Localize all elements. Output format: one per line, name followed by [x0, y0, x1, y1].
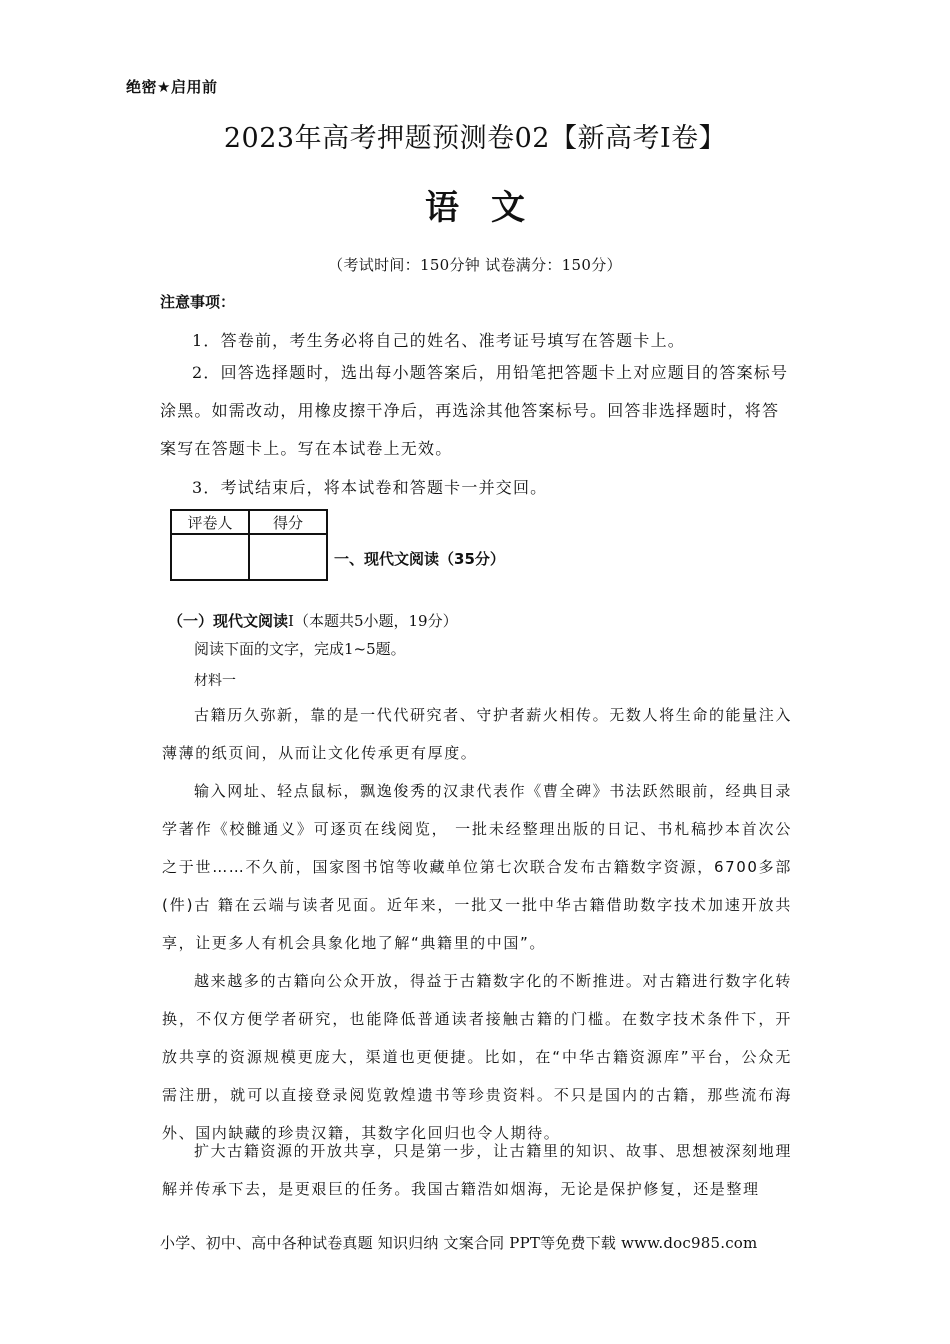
section-heading: 一、现代文阅读（35分）: [334, 550, 505, 568]
secret-label: 绝密★启用前: [126, 78, 218, 96]
notice-item-text: 1．答卷前，考生务必将自己的姓名、准考证号填写在答题卡上。: [192, 331, 685, 350]
notice-item-text: 3．考试结束后，将本试卷和答题卡一并交回。: [192, 478, 548, 497]
score-cell: [249, 534, 327, 580]
paragraph-4: 扩大古籍资源的开放共享，只是第一步，让古籍里的知识、故事、思想被深刻地理解并传承下去，是更艰巨的任务。我国古籍浩如烟海，无论是保护修复，还是整理: [162, 1142, 792, 1198]
notice-item-3: [160, 469, 790, 507]
paper-title: 2023年高考押题预测卷02【新高考I卷】: [223, 123, 727, 154]
paragraph-1: 古籍历久弥新，靠的是一代代研究者、守护者薪火相传。无数人将生命的能量注入薄薄的纸页间，从而让文化传承更有厚度。: [162, 706, 792, 762]
exam-info: （考试时间：150分钟 试卷满分：150分）: [328, 256, 622, 274]
sub-heading: [168, 610, 458, 631]
paragraph-3: 越来越多的古籍向公众开放，得益于古籍数字化的不断推进。对古籍进行数字化转换，不仅方便学者研究，也能降低普通读者接触古籍的门槛。在数字技术条件下，开放共享的资源规模更庞大，渠道也更便捷。比如，在“中华古籍资源库”平台，公众无需注册，就可以直接登录阅览敦煌遗书等珍贵资料。不只是国内的古籍，那些流布海外、国内缺藏的珍贵汉籍，其数字化回归也令人期待。: [162, 972, 792, 1142]
sub-heading-bold: （一）现代文阅读: [168, 612, 289, 630]
paragraph-2: 输入网址、轻点鼠标，飘逸俊秀的汉隶代表作《曹全碑》书法跃然眼前，经典目录学著作《校雠通义》可逐页在线阅览， 一批未经整理出版的日记、书札稿抄本首次公之于世……不久前，国家图书馆等收藏单位第七次联合发布古籍数字资源，6700多部(件)古 籍在云端与读者见面。近年来，一批又一批中华古籍借助数字技术加速开放共享，让更多人有机会具象化地了解“典籍里的中国”。: [162, 782, 792, 952]
sub-heading-rest: I（本题共5小题，19分）: [288, 612, 458, 630]
reading-instruction: 阅读下面的文字，完成1~5题。: [194, 640, 406, 658]
material-label: 材料一: [194, 673, 236, 689]
notice-item-2: [160, 354, 790, 468]
page-footer: 小学、初中、高中各种试卷真题 知识归纳 文案合同 PPT等免费下载 www.doc985.com: [160, 1234, 758, 1252]
notice-item-text: 2．回答选择题时，选出每小题答案后，用铅笔把答题卡上对应题目的答案标号涂黑。如需改动，用橡皮擦干净后，再选涂其他答案标号。回答非选择题时，将答案写在答题卡上。写在本试卷上无效。: [160, 363, 789, 458]
subject-title: 语文: [425, 188, 557, 228]
score-header: 得分: [249, 510, 327, 534]
notice-heading: 注意事项：: [160, 293, 236, 311]
grader-cell: [171, 534, 249, 580]
score-table: [170, 509, 328, 581]
grader-header: 评卷人: [171, 510, 249, 534]
